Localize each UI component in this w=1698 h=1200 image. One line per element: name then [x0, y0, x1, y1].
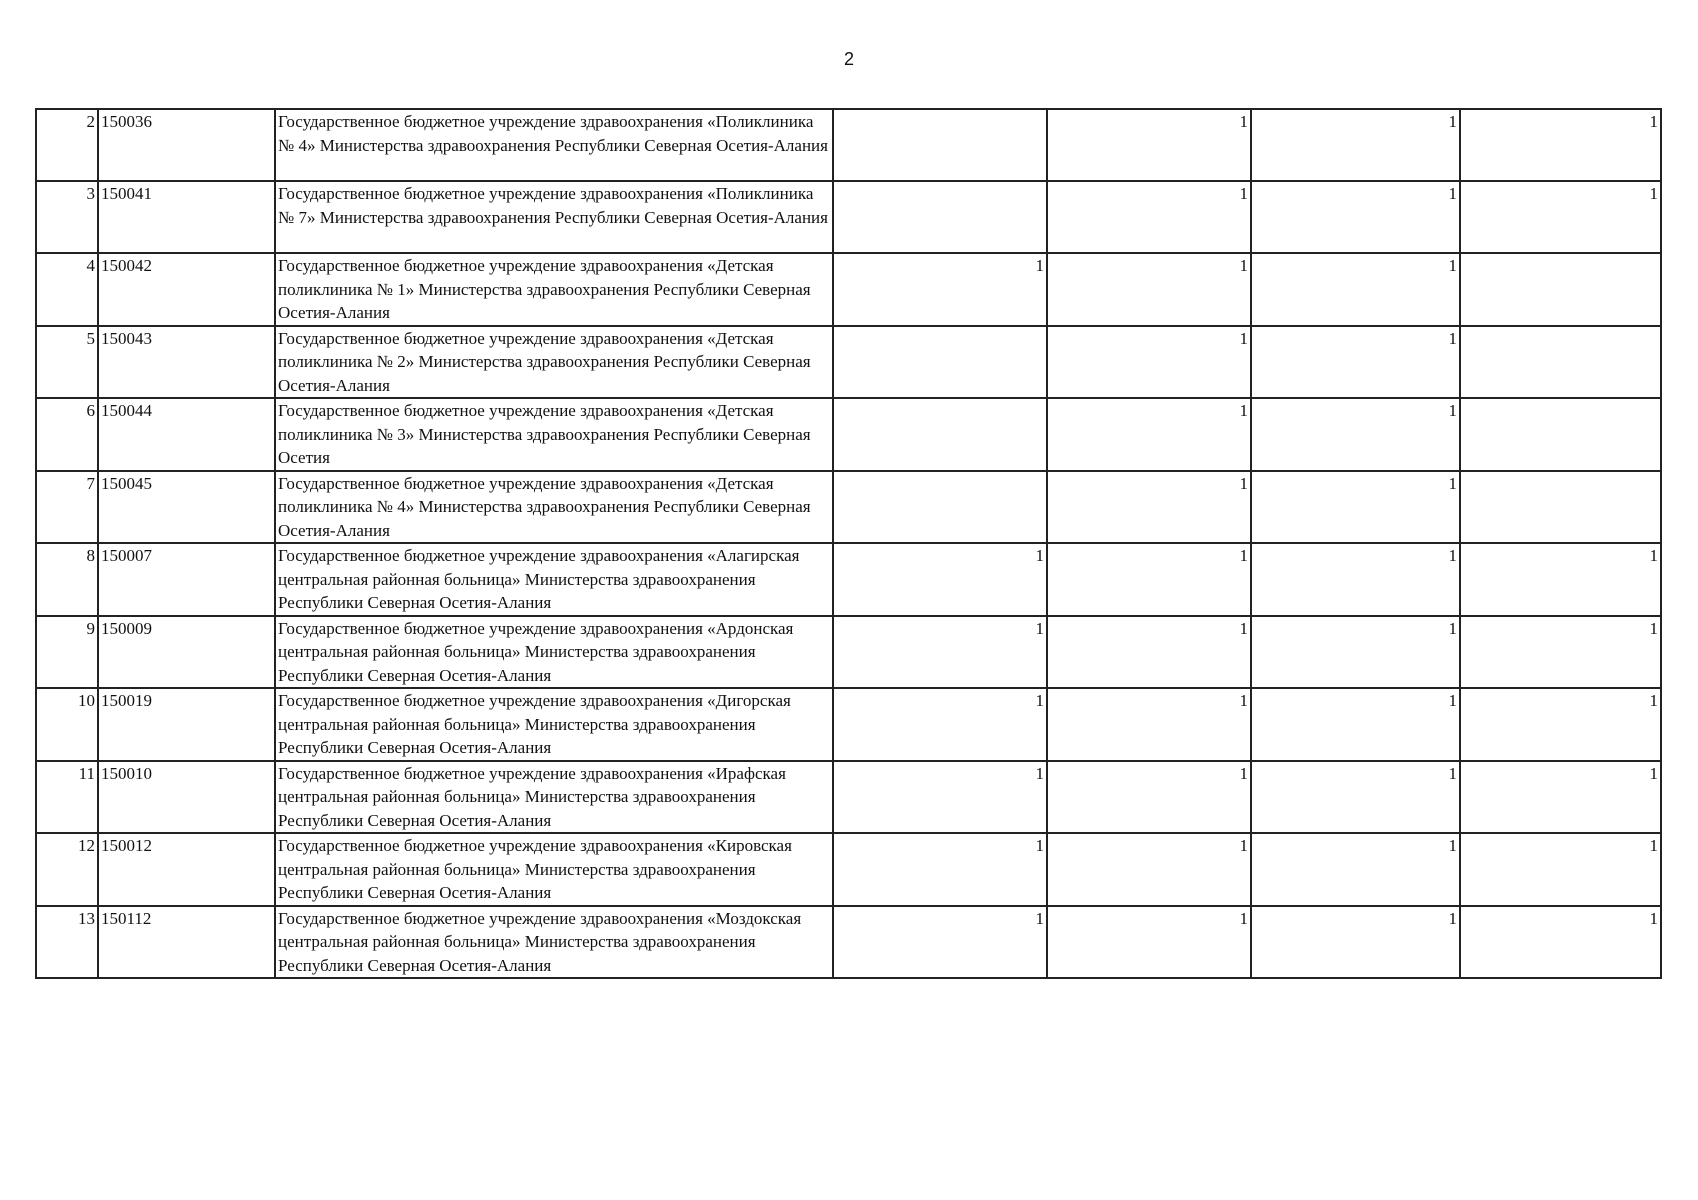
- institution-code-cell: 150043: [98, 326, 275, 399]
- value-cell-2: 1: [1047, 471, 1251, 544]
- value-cell-2: 1: [1047, 906, 1251, 979]
- institution-code-cell: 150012: [98, 833, 275, 906]
- table-row: [36, 616, 1661, 689]
- institution-name-cell: Государственное бюджетное учреждение здравоохранения «Поликлиника № 4» Министерства здравоохранения Республики Северная Осетия-Алания: [275, 109, 833, 181]
- value-cell-4: 1: [1460, 688, 1661, 761]
- institution-name-cell: Государственное бюджетное учреждение здравоохранения «Поликлиника № 7» Министерства здравоохранения Республики Северная Осетия-Алания: [275, 181, 833, 253]
- row-number-cell: 10: [36, 688, 98, 761]
- institution-code-cell: 150045: [98, 471, 275, 544]
- institution-name-cell: Государственное бюджетное учреждение здравоохранения «Алагирская центральная районная больница» Министерства здравоохранения Республики Северная Осетия-Алания: [275, 543, 833, 616]
- value-cell-4: 1: [1460, 109, 1661, 181]
- value-cell-2: 1: [1047, 253, 1251, 326]
- value-cell-3: 1: [1251, 906, 1460, 979]
- value-cell-1: [833, 109, 1047, 181]
- value-cell-4: 1: [1460, 906, 1661, 979]
- value-cell-2: 1: [1047, 181, 1251, 253]
- value-cell-3: 1: [1251, 688, 1460, 761]
- institution-name-cell: Государственное бюджетное учреждение здравоохранения «Детская поликлиника № 4» Министерства здравоохранения Республики Северная Осетия-Алания: [275, 471, 833, 544]
- page-number: 2: [843, 49, 854, 69]
- value-cell-2: 1: [1047, 326, 1251, 399]
- institution-code-cell: 150019: [98, 688, 275, 761]
- institution-code-cell: 150009: [98, 616, 275, 689]
- institution-name-cell: Государственное бюджетное учреждение здравоохранения «Кировская центральная районная больница» Министерства здравоохранения Республики Северная Осетия-Алания: [275, 833, 833, 906]
- value-cell-3: 1: [1251, 616, 1460, 689]
- table-row: [36, 688, 1661, 761]
- value-cell-4: [1460, 326, 1661, 399]
- value-cell-3: 1: [1251, 181, 1460, 253]
- value-cell-4: 1: [1460, 616, 1661, 689]
- row-number-cell: 7: [36, 471, 98, 544]
- value-cell-3: 1: [1251, 109, 1460, 181]
- value-cell-1: 1: [833, 253, 1047, 326]
- table-row: [36, 326, 1661, 399]
- table-row: [36, 833, 1661, 906]
- institution-name-cell: Государственное бюджетное учреждение здравоохранения «Ирафская центральная районная больница» Министерства здравоохранения Республики Северная Осетия-Алания: [275, 761, 833, 834]
- institution-code-cell: 150044: [98, 398, 275, 471]
- row-number-cell: 9: [36, 616, 98, 689]
- table-row: [36, 761, 1661, 834]
- value-cell-3: 1: [1251, 471, 1460, 544]
- institution-name-cell: Государственное бюджетное учреждение здравоохранения «Детская поликлиника № 2» Министерства здравоохранения Республики Северная Осетия-Алания: [275, 326, 833, 399]
- value-cell-1: 1: [833, 616, 1047, 689]
- table-row: [36, 181, 1661, 253]
- value-cell-4: [1460, 398, 1661, 471]
- row-number-cell: 5: [36, 326, 98, 399]
- value-cell-1: 1: [833, 761, 1047, 834]
- institution-code-cell: 150010: [98, 761, 275, 834]
- value-cell-4: 1: [1460, 833, 1661, 906]
- table-row: [36, 109, 1661, 181]
- value-cell-2: 1: [1047, 761, 1251, 834]
- row-number-cell: 12: [36, 833, 98, 906]
- table-row: [36, 253, 1661, 326]
- value-cell-4: 1: [1460, 761, 1661, 834]
- value-cell-3: 1: [1251, 253, 1460, 326]
- institution-name-cell: Государственное бюджетное учреждение здравоохранения «Дигорская центральная районная больница» Министерства здравоохранения Республики Северная Осетия-Алания: [275, 688, 833, 761]
- value-cell-2: 1: [1047, 109, 1251, 181]
- value-cell-2: 1: [1047, 543, 1251, 616]
- value-cell-1: [833, 398, 1047, 471]
- value-cell-1: [833, 181, 1047, 253]
- row-number-cell: 4: [36, 253, 98, 326]
- value-cell-2: 1: [1047, 833, 1251, 906]
- value-cell-3: 1: [1251, 833, 1460, 906]
- value-cell-2: 1: [1047, 398, 1251, 471]
- table-body: [36, 109, 1661, 978]
- row-number-cell: 3: [36, 181, 98, 253]
- row-number-cell: 13: [36, 906, 98, 979]
- value-cell-3: 1: [1251, 761, 1460, 834]
- value-cell-3: 1: [1251, 398, 1460, 471]
- table-row: [36, 543, 1661, 616]
- value-cell-4: [1460, 471, 1661, 544]
- value-cell-4: 1: [1460, 181, 1661, 253]
- value-cell-1: [833, 471, 1047, 544]
- value-cell-1: 1: [833, 833, 1047, 906]
- institution-code-cell: 150042: [98, 253, 275, 326]
- value-cell-2: 1: [1047, 688, 1251, 761]
- institution-code-cell: 150007: [98, 543, 275, 616]
- value-cell-4: 1: [1460, 543, 1661, 616]
- value-cell-1: 1: [833, 906, 1047, 979]
- institution-name-cell: Государственное бюджетное учреждение здравоохранения «Детская поликлиника № 1» Министерства здравоохранения Республики Северная Осетия-Алания: [275, 253, 833, 326]
- institutions-table: [35, 108, 1662, 979]
- table-row: [36, 398, 1661, 471]
- value-cell-3: 1: [1251, 543, 1460, 616]
- table-row: [36, 906, 1661, 979]
- row-number-cell: 6: [36, 398, 98, 471]
- value-cell-1: 1: [833, 688, 1047, 761]
- institution-name-cell: Государственное бюджетное учреждение здравоохранения «Детская поликлиника № 3» Министерства здравоохранения Республики Северная Осетия: [275, 398, 833, 471]
- value-cell-2: 1: [1047, 616, 1251, 689]
- institution-name-cell: Государственное бюджетное учреждение здравоохранения «Моздокская центральная районная больница» Министерства здравоохранения Республики Северная Осетия-Алания: [275, 906, 833, 979]
- value-cell-1: 1: [833, 543, 1047, 616]
- institution-code-cell: 150036: [98, 109, 275, 181]
- value-cell-4: [1460, 253, 1661, 326]
- institution-code-cell: 150041: [98, 181, 275, 253]
- row-number-cell: 8: [36, 543, 98, 616]
- row-number-cell: 2: [36, 109, 98, 181]
- table-row: [36, 471, 1661, 544]
- value-cell-3: 1: [1251, 326, 1460, 399]
- value-cell-1: [833, 326, 1047, 399]
- row-number-cell: 11: [36, 761, 98, 834]
- institution-code-cell: 150112: [98, 906, 275, 979]
- institution-name-cell: Государственное бюджетное учреждение здравоохранения «Ардонская центральная районная больница» Министерства здравоохранения Республики Северная Осетия-Алания: [275, 616, 833, 689]
